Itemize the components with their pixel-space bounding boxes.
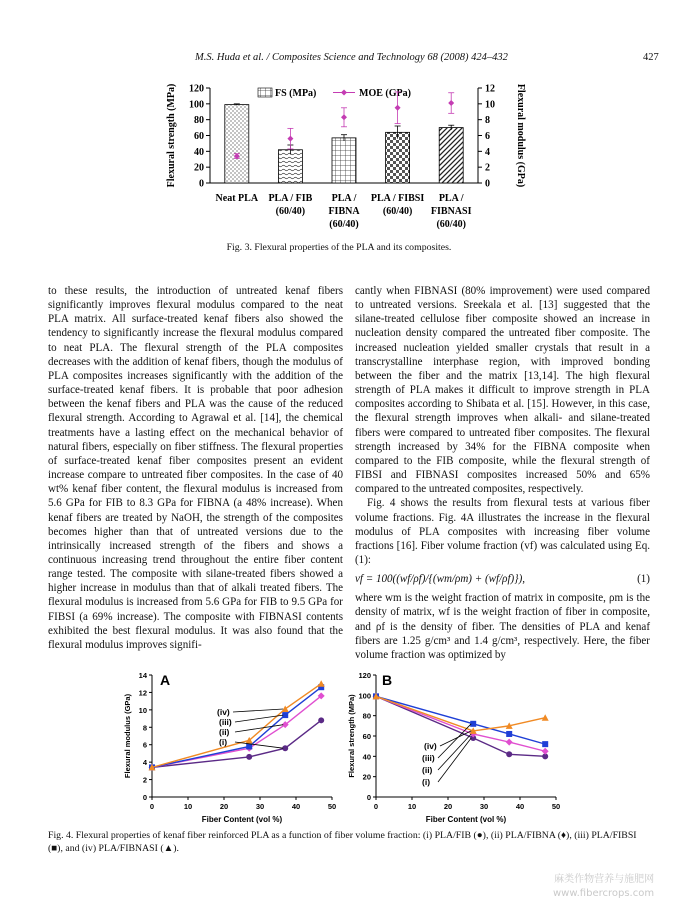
running-title: M.S. Huda et al. / Composites Science and Technology 68 (2008) 424–432 xyxy=(195,52,508,63)
data-point xyxy=(506,751,512,757)
legend-fs-label: FS (MPa) xyxy=(275,88,317,99)
equation-1 xyxy=(355,572,650,586)
data-point xyxy=(506,739,513,746)
body-paragraph: Fig. 4 shows the results from flexural tests at various fiber volume fractions. Fig. 4A illustrates the increase in the flexural modulus of PLA composites with increasing fiber volume fractions [16]. Fiber volume fraction (vf) was calculated using Eq. (1): xyxy=(355,497,650,566)
data-point xyxy=(246,754,252,760)
x-axis-title: Fiber Content (vol %) xyxy=(425,815,507,824)
equation-number: (1) xyxy=(637,573,650,586)
y2-tick-label: 12 xyxy=(485,83,495,95)
y-axis-title: Flexural strength (MPa) xyxy=(347,694,356,778)
x-tick-label: 50 xyxy=(551,802,561,811)
bar-fs xyxy=(386,132,410,183)
data-point xyxy=(318,717,324,723)
y-tick-label: 120 xyxy=(189,83,204,95)
x-tick-label: 40 xyxy=(515,802,525,811)
equation-text: vf = 100((wf/ρf)/{(wm/ρm) + (wf/ρf)}), xyxy=(355,573,526,586)
data-point xyxy=(318,680,325,687)
category-label: FIBNA xyxy=(328,206,360,217)
x-tick-label: 30 xyxy=(255,802,265,811)
y2-axis-title: Flexural modulus (GPa) xyxy=(515,83,526,188)
y-tick-label: 0 xyxy=(366,793,371,802)
page-number: 427 xyxy=(643,52,659,63)
category-label: Neat PLA xyxy=(215,193,259,204)
x-tick-label: 0 xyxy=(149,802,155,811)
y-tick-label: 80 xyxy=(194,115,204,127)
moe-point xyxy=(287,136,293,142)
y-tick-label: 20 xyxy=(362,772,371,782)
y-tick-label: 100 xyxy=(189,99,204,111)
data-point xyxy=(542,714,549,721)
y-tick-label: 2 xyxy=(142,775,147,785)
y-tick-label: 100 xyxy=(358,691,371,701)
left-column xyxy=(48,284,343,652)
bar-fs xyxy=(332,138,356,183)
series-line xyxy=(376,696,545,744)
x-tick-label: 20 xyxy=(219,802,229,811)
y-tick-label: 4 xyxy=(142,758,147,768)
y2-tick-label: 2 xyxy=(485,162,490,174)
x-tick-label: 10 xyxy=(183,802,193,811)
series-callout-arrow xyxy=(438,724,471,758)
y-axis-title: Flexural modulus (GPa) xyxy=(123,693,132,779)
figure-3-caption: Fig. 3. Flexural properties of the PLA and its composites. xyxy=(226,242,452,253)
panel-letter: A xyxy=(160,672,171,688)
x-tick-label: 50 xyxy=(327,802,337,811)
figure-3-chart xyxy=(150,80,530,238)
x-tick-label: 40 xyxy=(291,802,301,811)
y-tick-label: 8 xyxy=(142,723,147,733)
watermark-line: 麻类作物营养与施肥网 xyxy=(554,874,655,885)
category-label: (60/40) xyxy=(436,219,466,230)
y2-tick-label: 6 xyxy=(485,131,490,142)
category-label: PLA / FIBSI xyxy=(370,193,425,204)
series-callout-arrow xyxy=(235,715,283,722)
y-tick-label: 6 xyxy=(142,740,147,750)
series-callout-label: (iv) xyxy=(424,741,437,751)
y-tick-label: 40 xyxy=(194,146,204,158)
x-tick-label: 0 xyxy=(373,802,379,811)
right-column xyxy=(355,284,650,662)
body-paragraph: where wm is the weight fraction of matrix in composite, ρm is the density of matrix, wf is the weight fraction of fiber in composite, and ρf is the density of fiber. The densities of PLA and kenaf fibers are 1.25 g/cm³ and 1.4 g/cm³, respectively. Here, the fiber volume fraction was optimized by xyxy=(355,592,650,661)
y-tick-label: 0 xyxy=(199,178,204,190)
data-point xyxy=(542,741,548,747)
series-callout-label: (i) xyxy=(219,737,228,747)
y-tick-label: 0 xyxy=(142,793,147,802)
category-label: PLA / xyxy=(438,193,464,204)
bar-fs xyxy=(278,150,302,183)
category-label: PLA / FIB xyxy=(268,193,313,204)
running-header xyxy=(0,52,678,68)
series-callout-label: (iii) xyxy=(422,753,435,763)
series-callout-arrow xyxy=(233,709,283,712)
bar-fs xyxy=(225,105,249,183)
series-callout-label: (ii) xyxy=(219,727,230,737)
legend-fs-swatch xyxy=(258,88,272,97)
category-label: FIBNASI xyxy=(430,206,472,217)
panel-letter: B xyxy=(382,672,393,688)
y-tick-label: 40 xyxy=(362,752,371,762)
bar-fs xyxy=(439,128,463,183)
y2-tick-label: 0 xyxy=(485,178,490,190)
y-tick-label: 20 xyxy=(194,162,204,174)
series-callout-label: (iv) xyxy=(217,707,230,717)
y-tick-label: 60 xyxy=(194,131,204,142)
watermark-line: www.fibercrops.com xyxy=(553,888,655,899)
moe-point xyxy=(448,100,454,106)
series-callout-label: (iii) xyxy=(219,717,232,727)
y2-tick-label: 10 xyxy=(485,99,495,111)
legend-moe-label: MOE (GPa) xyxy=(359,88,411,99)
y-tick-label: 10 xyxy=(138,705,147,715)
series-callout-label: (i) xyxy=(422,777,431,787)
figure-4-caption: Fig. 4. Flexural properties of kenaf fiber reinforced PLA as a function of fiber volume fraction: (i) PLA/FIB (●), (ii) PLA/FIBNA (♦), (iii) PLA/FIBSI (■), and (iv) PLA/FIBNASI (▲). xyxy=(48,830,637,854)
y-axis-title: Flexural strength (MPa) xyxy=(166,83,177,188)
body-paragraph: to these results, the introduction of untreated kenaf fibers significantly improves flexural modulus compared to the neat PLA matrix. All surface-treated kenaf fibers also showed the tendency to significantly increase the flexural modulus compared to neat PLA. The flexural strength of the PLA composites decreases with the addition of kenaf fibers, though the modulus of PLA composites increases significantly with the addition of the surface-treated kenaf fibers. It is probable that poor adhesion between the kenaf fibers and PLA was the cause of the reduced flexural strength. According to Agrawal et al. [14], the chemical treatments have a lasting effect on the mechanical behavior of natural fibers, especially on fiber stiffness. The flexural properties of surface-treated kenaf fiber composites present an evident increase compare to untreated fiber composites. In the case of 40 wt% kenaf fiber content, the flexural modulus is increased from 5.6 GPa for FIB to 8.3 GPa for FIBNA (a 48% increase). When kenaf fibers are treated by NaOH, the strength of the composites becomes higher than that of untreated versions due to the intrinsically increased strength of the fibers and shows a continuous increasing trend throughout the entire fiber content range tested. The composite with silane-treated fibers showed a higher increase in modulus than that of alkali treated fibers. The flexural modulus is increased from 5.6 GPa for FIB to 9.5 GPa for FIBSI (a 69% increase). The composite with FIBNASI contents exhibited the best flexural modulus. It was also found that the flexural modulus improves signifi- xyxy=(48,285,343,651)
category-label: (60/40) xyxy=(382,206,413,217)
series-callout-label: (ii) xyxy=(422,765,433,775)
figure-4b-chart xyxy=(340,664,572,824)
y-tick-label: 60 xyxy=(362,732,371,741)
series-line xyxy=(376,696,545,731)
x-axis-title: Fiber Content (vol %) xyxy=(201,815,283,824)
y-tick-label: 120 xyxy=(358,671,371,680)
category-label: (60/40) xyxy=(275,206,306,217)
y2-tick-label: 8 xyxy=(485,115,490,127)
legend-moe-marker xyxy=(341,90,347,96)
y-tick-label: 12 xyxy=(138,688,147,698)
x-tick-label: 20 xyxy=(443,802,453,811)
data-point xyxy=(506,731,512,737)
body-paragraph: cantly when FIBNASI (80% improvement) were used compared to untreated versions. Sreekala et al. [13] suggested that the silane-treated cellulose fiber composite showed an increase in nucleation density compared the untreated fiber composite. The increased nucleation yielded smaller crystals that result in a transcrystalline interphase region, with improved bonding between the fiber and the matrix [13,14]. The high flexural strength of PLA makes it difficult to improve strength in PLA composites according to Shibata et al. [15]. However, in this case, the flexural strength improves when alkali- and silane-treated fibers were compared to untreated fiber composites. The flexural strength increased by 34% for the FIBNA composite when compared to the FIB composite, while the flexural strength of FIBSI and FIBNASI composites increased 50% and 65% compared to the untreated composites, respectively. xyxy=(355,285,650,496)
category-label: (60/40) xyxy=(329,219,359,230)
y-tick-label: 14 xyxy=(138,671,147,680)
moe-point xyxy=(395,105,401,111)
watermark xyxy=(553,873,654,901)
x-tick-label: 30 xyxy=(479,802,489,811)
y2-tick-label: 4 xyxy=(485,146,490,158)
y-tick-label: 80 xyxy=(362,711,371,721)
category-label: PLA / xyxy=(331,193,357,204)
series-line xyxy=(152,687,321,767)
data-point xyxy=(542,748,549,755)
series-line xyxy=(152,684,321,768)
x-tick-label: 10 xyxy=(407,802,417,811)
figure-4a-chart xyxy=(122,664,337,824)
moe-point xyxy=(341,114,347,120)
